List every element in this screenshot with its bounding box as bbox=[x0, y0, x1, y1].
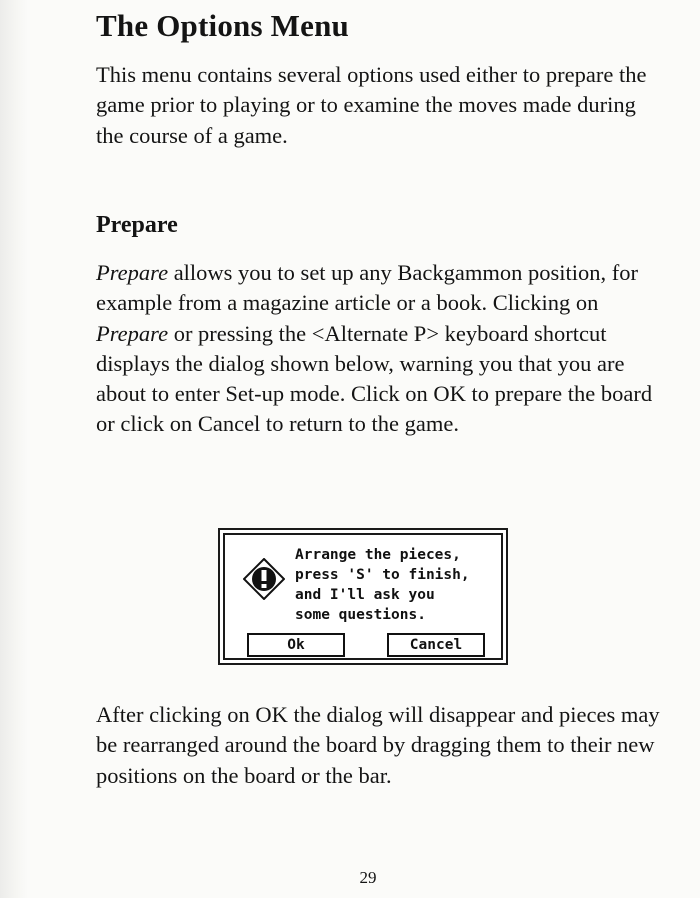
page-gutter-shade bbox=[0, 0, 28, 898]
cancel-button[interactable]: Cancel bbox=[387, 633, 485, 657]
prepare-text-1: allows you to set up any Backgammon position, for example from a magazine article or a book. Clicking on bbox=[96, 260, 639, 316]
dialog-inner-border bbox=[223, 533, 503, 660]
prepare-paragraph bbox=[96, 258, 666, 440]
page-number: 29 bbox=[359, 868, 377, 887]
intro-paragraph: This menu contains several options used either to prepare the game prior to playing or to examine the moves made during the course of a game. bbox=[96, 62, 647, 148]
prepare-text-2: or pressing the <Alternate P> keyboard shortcut displays the dialog shown below, warning you that you are about to enter Set-up mode. Click on OK to prepare the board or click on Cancel to return to the game. bbox=[96, 320, 653, 437]
dialog-message: Arrange the pieces, press 'S' to finish, and I'll ask you some questions. bbox=[295, 547, 470, 623]
prepare-term: Prepare bbox=[96, 320, 169, 346]
section-heading-prepare: Prepare bbox=[96, 212, 178, 238]
prepare-term: Prepare bbox=[96, 260, 169, 285]
after-paragraph: After clicking on OK the dialog will disappear and pieces may be rearranged around the board by dragging them to their new positions on the board or the bar. bbox=[96, 702, 660, 788]
page-title: The Options Menu bbox=[96, 8, 349, 43]
alert-exclamation-icon bbox=[243, 558, 285, 600]
setup-mode-dialog bbox=[218, 528, 508, 665]
ok-button[interactable]: Ok bbox=[247, 633, 345, 657]
